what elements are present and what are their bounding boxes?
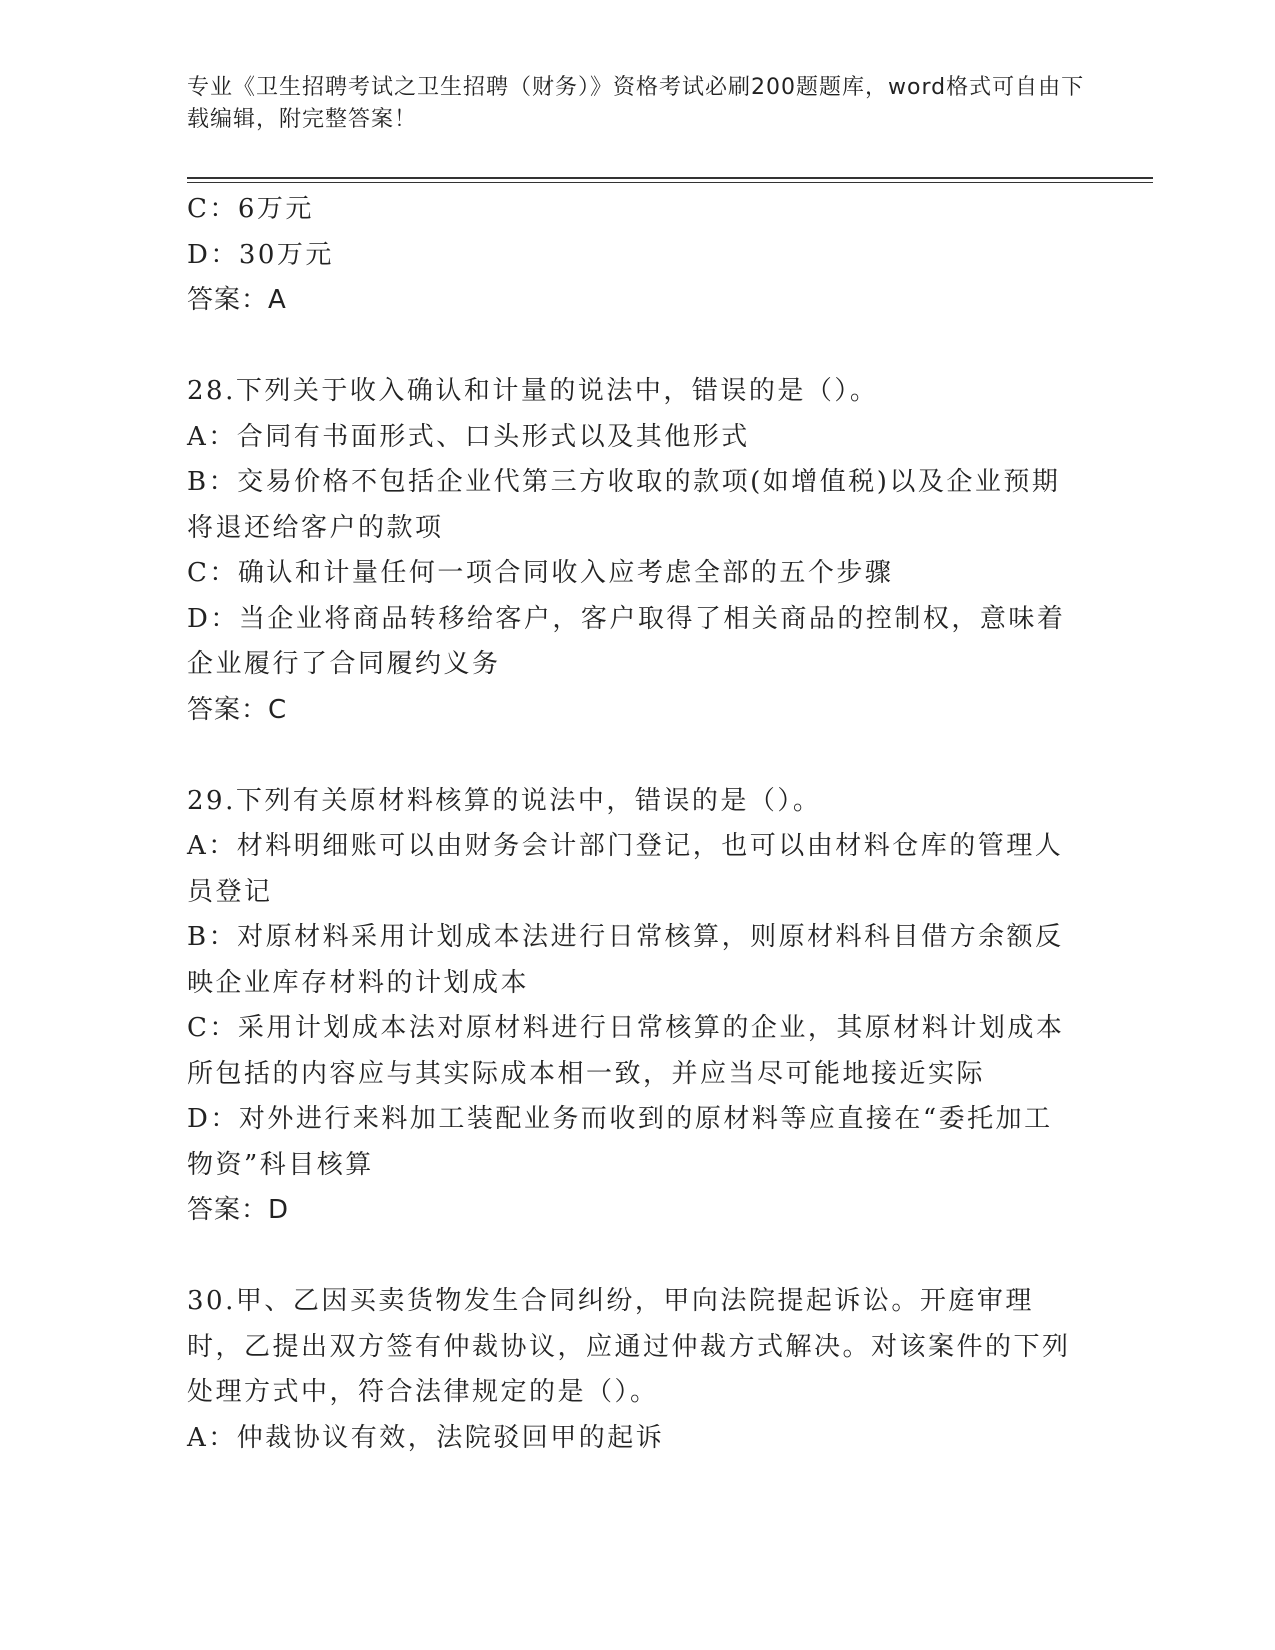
question-29-option-c: C：采用计划成本法对原材料进行日常核算的企业，其原材料计划成本所包括的内容应与其实际成本相一致，并应当尽可能地接近实际 [187,1013,1065,1089]
header-title: 专业《卫生招聘考试之卫生招聘（财务）》资格考试必刷200题题库，word格式可自由下载编辑，附完整答案！ [187,75,1085,132]
question-30-option-a: A：仲裁协议有效，法院驳回甲的起诉 [187,1422,665,1453]
option-d: D：30万元 [187,239,334,270]
question-29-option-d: D：对外进行来料加工装配业务而收到的原材料等应直接在“委托加工物资”科目核算 [187,1104,1053,1180]
spacer [187,1234,1077,1280]
question-content [187,187,1077,1461]
question-28-answer: 答案：C [187,694,288,725]
header-rule-thin [187,182,1153,183]
spacer [187,733,1077,779]
question-28-option-a: A：合同有书面形式、口头形式以及其他形式 [187,421,750,452]
question-29-option-a: A：材料明细账可以由财务会计部门登记，也可以由材料仓库的管理人员登记 [187,831,1064,907]
question-29-answer: 答案：D [187,1195,290,1225]
header-rule-thick [187,177,1153,179]
spacer [187,324,1077,370]
question-28-option-c: C：确认和计量任何一项合同收入应考虑全部的五个步骤 [187,558,894,588]
answer: 答案：A [187,285,287,315]
question-29-stem: 29.下列有关原材料核算的说法中，错误的是（）。 [187,785,822,816]
document-header [187,72,1087,136]
question-30-stem: 30.甲、乙因买卖货物发生合同纠纷，甲向法院提起诉讼。开庭审理时，乙提出双方签有仲裁协议，应通过仲裁方式解决。对该案件的下列处理方式中，符合法律规定的是（）。 [187,1286,1071,1407]
question-28-option-d: D：当企业将商品转移给客户，客户取得了相关商品的控制权，意味着企业履行了合同履约义务 [187,603,1066,679]
option-c: C：6万元 [187,194,314,224]
question-28-option-b: B：交易价格不包括企业代第三方收取的款项(如增值税)以及企业预期将退还给客户的款项 [187,467,1061,543]
question-29-option-b: B：对原材料采用计划成本法进行日常核算，则原材料科目借方余额反映企业库存材料的计划成本 [187,922,1064,998]
question-28-stem: 28.下列关于收入确认和计量的说法中，错误的是（）。 [187,376,879,406]
